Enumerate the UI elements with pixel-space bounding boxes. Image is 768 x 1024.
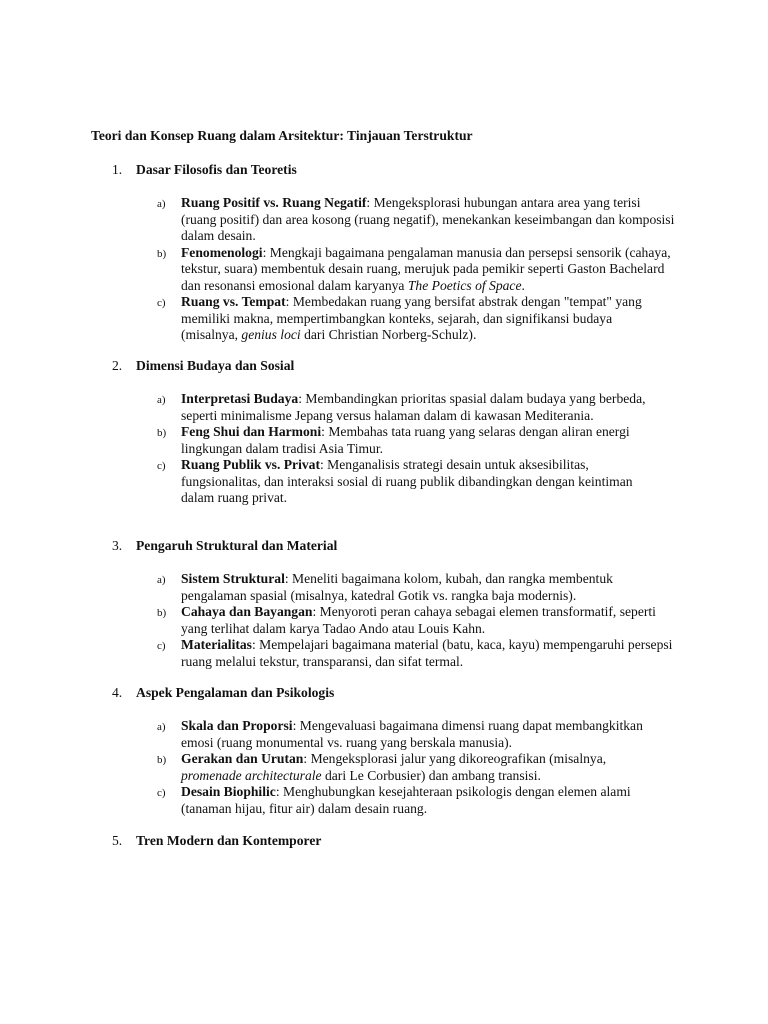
item-letter: a) bbox=[157, 198, 166, 210]
list-item: b) Gerakan dan Urutan: Mengeksplorasi jalur yang dikoreografikan (misalnya, promenade architecturale dari Le Corbusier) dan ambang transisi. bbox=[157, 751, 607, 783]
section-heading bbox=[112, 833, 321, 849]
item-text-part: Mengkaji bagaimana pengalaman manusia dan persepsi sensorik (cahaya, tekstur, suara) membentuk desain ruang, merujuk pada pemikir seperti Gaston Bachelard dan resonansi emosional dalam karyanya bbox=[181, 244, 671, 293]
list-item: b) Cahaya dan Bayangan: Menyoroti peran cahaya sebagai elemen transformatif, seperti yang terlihat dalam karya Tadao Ando atau Louis Kahn. bbox=[157, 604, 656, 636]
document-title: Teori dan Konsep Ruang dalam Arsitektur: Tinjauan Terstruktur bbox=[91, 128, 473, 143]
item-letter: a) bbox=[157, 574, 166, 586]
item-text-part: dari Christian Norberg-Schulz). bbox=[300, 327, 477, 342]
list-item: b) Feng Shui dan Harmoni: Membahas tata ruang yang selaras dengan aliran energi lingkungan dalam tradisi Asia Timur. bbox=[157, 424, 630, 456]
item-text: Meneliti bagaimana kolom, kubah, dan rangka membentuk pengalaman spasial (misalnya, katedral Gotik vs. rangka baja modernis). bbox=[181, 571, 613, 603]
item-letter: c) bbox=[157, 640, 166, 652]
item-term: Interpretasi Budaya bbox=[181, 391, 299, 406]
section-number: 2. bbox=[112, 358, 123, 373]
item-text-part: . bbox=[521, 277, 525, 293]
item-italic: genius loci bbox=[241, 327, 301, 342]
section-heading bbox=[112, 538, 337, 554]
list-item: c) Ruang Publik vs. Privat: Menganalisis strategi desain untuk aksesibilitas, fungsionalitas, dan interaksi sosial di ruang publik dibandingkan dengan keintiman dalam ruang privat. bbox=[157, 457, 633, 505]
list-item: a) Skala dan Proporsi: Mengevaluasi bagaimana dimensi ruang dapat membangkitkan emosi (ruang monumental vs. ruang yang berskala manusia). bbox=[157, 718, 643, 750]
item-text: Membandingkan prioritas spasial dalam budaya yang berbeda, seperti minimalisme Jepang versus halaman dalam di kawasan Mediterania. bbox=[181, 391, 646, 423]
section-title: Dimensi Budaya dan Sosial bbox=[136, 358, 295, 373]
item-text-part: Mengeksplorasi jalur yang dikoreografikan (misalnya, bbox=[310, 751, 607, 766]
item-italic: The Poetics of Space bbox=[407, 277, 522, 293]
item-text: Menyoroti peran cahaya sebagai elemen transformatif, seperti yang terlihat dalam karya Tadao Ando atau Louis Kahn. bbox=[181, 604, 656, 636]
item-list bbox=[157, 195, 697, 344]
list-item: b) Fenomenologi: Mengkaji bagaimana pengalaman manusia dan persepsi sensorik (cahaya, tekstur, suara) membentuk desain ruang, merujuk pada pemikir seperti Gaston Bachelard dan resonansi emosional dalam karyanya The Poetics of Space. bbox=[157, 244, 671, 293]
item-text-part: Membedakan ruang yang bersifat abstrak dengan "tempat" yang memiliki makna, mempertimbangkan konteks, sejarah, dan signifikansi budaya (misalnya, bbox=[181, 294, 642, 342]
list-item: a) Interpretasi Budaya: Membandingkan prioritas spasial dalam budaya yang berbeda, seperti minimalisme Jepang versus halaman dalam di kawasan Mediterania. bbox=[157, 391, 646, 423]
item-italic: promenade architecturale bbox=[181, 767, 322, 783]
item-letter: b) bbox=[157, 427, 167, 439]
section-number: 4. bbox=[112, 685, 123, 700]
item-text: Menghubungkan kesejahteraan psikologis dengan elemen alami (tanaman hijau, fitur air) dalam desain ruang. bbox=[181, 784, 631, 816]
section-heading bbox=[112, 358, 294, 374]
section-title: Dasar Filosofis dan Teoretis bbox=[136, 162, 297, 177]
list-item: c) Materialitas: Mempelajari bagaimana material (batu, kaca, kayu) mempengaruhi persepsi ruang melalui tekstur, transparansi, dan sifat termal. bbox=[157, 637, 673, 669]
list-item: a) Ruang Positif vs. Ruang Negatif: Mengeksplorasi hubungan antara area yang terisi (ruang positif) dan area kosong (ruang negatif), menekankan keseimbangan dan komposisi dalam desain. bbox=[157, 195, 675, 243]
item-letter: b) bbox=[157, 607, 167, 619]
section-number: 5. bbox=[112, 833, 123, 848]
item-term: Desain Biophilic bbox=[181, 784, 276, 799]
section-title: Tren Modern dan Kontemporer bbox=[136, 833, 322, 848]
item-letter: b) bbox=[157, 247, 167, 260]
item-letter: a) bbox=[157, 721, 166, 733]
item-term: Ruang Publik vs. Privat bbox=[181, 457, 320, 472]
section-number: 1. bbox=[112, 162, 123, 177]
item-letter: c) bbox=[157, 460, 166, 472]
item-term: Gerakan dan Urutan bbox=[181, 751, 304, 766]
section-number: 3. bbox=[112, 538, 123, 553]
item-term: Feng Shui dan Harmoni bbox=[181, 424, 322, 439]
item-term: Materialitas bbox=[181, 637, 252, 652]
section-heading bbox=[112, 685, 334, 701]
item-letter: c) bbox=[157, 297, 166, 309]
item-text: Mempelajari bagaimana material (batu, kaca, kayu) mempengaruhi persepsi ruang melalui tekstur, transparansi, dan sifat termal. bbox=[181, 637, 673, 669]
section-title: Aspek Pengalaman dan Psikologis bbox=[136, 685, 335, 700]
item-letter: a) bbox=[157, 394, 166, 406]
section-title: Pengaruh Struktural dan Material bbox=[136, 538, 338, 553]
item-term: Ruang vs. Tempat bbox=[181, 294, 286, 309]
list-item: c) Desain Biophilic: Menghubungkan kesejahteraan psikologis dengan elemen alami (tanaman hijau, fitur air) dalam desain ruang. bbox=[157, 784, 631, 816]
item-term: Fenomenologi bbox=[181, 244, 263, 260]
item-list bbox=[157, 571, 697, 670]
item-term: Ruang Positif vs. Ruang Negatif bbox=[181, 195, 367, 210]
item-text: Mengeksplorasi hubungan antara area yang terisi (ruang positif) dan area kosong (ruang negatif), menekankan keseimbangan dan komposisi dalam desain. bbox=[181, 195, 675, 243]
list-item: a) Sistem Struktural: Meneliti bagaimana kolom, kubah, dan rangka membentuk pengalaman spasial (misalnya, katedral Gotik vs. rangka baja modernis). bbox=[157, 571, 613, 603]
item-letter: c) bbox=[157, 787, 166, 799]
section-heading bbox=[112, 162, 297, 178]
item-letter: b) bbox=[157, 754, 167, 766]
item-list bbox=[157, 391, 697, 507]
item-text: Membahas tata ruang yang selaras dengan aliran energi lingkungan dalam tradisi Asia Timur. bbox=[181, 424, 630, 456]
list-item: c) Ruang vs. Tempat: Membedakan ruang yang bersifat abstrak dengan "tempat" yang memiliki makna, mempertimbangkan konteks, sejarah, dan signifikansi budaya (misalnya, genius loci dari Christian Norberg-Schulz). bbox=[157, 294, 642, 342]
item-list bbox=[157, 718, 697, 817]
item-text: Menganalisis strategi desain untuk aksesibilitas, fungsionalitas, dan interaksi sosial di ruang publik dibandingkan dengan keintiman dalam ruang privat. bbox=[181, 457, 633, 505]
item-term: Cahaya dan Bayangan bbox=[181, 604, 313, 619]
item-text-part: dari Le Corbusier) dan ambang transisi. bbox=[321, 767, 541, 783]
item-term: Skala dan Proporsi bbox=[181, 718, 293, 733]
item-term: Sistem Struktural bbox=[181, 571, 285, 586]
item-text: Mengevaluasi bagaimana dimensi ruang dapat membangkitkan emosi (ruang monumental vs. ruang yang berskala manusia). bbox=[181, 718, 643, 750]
